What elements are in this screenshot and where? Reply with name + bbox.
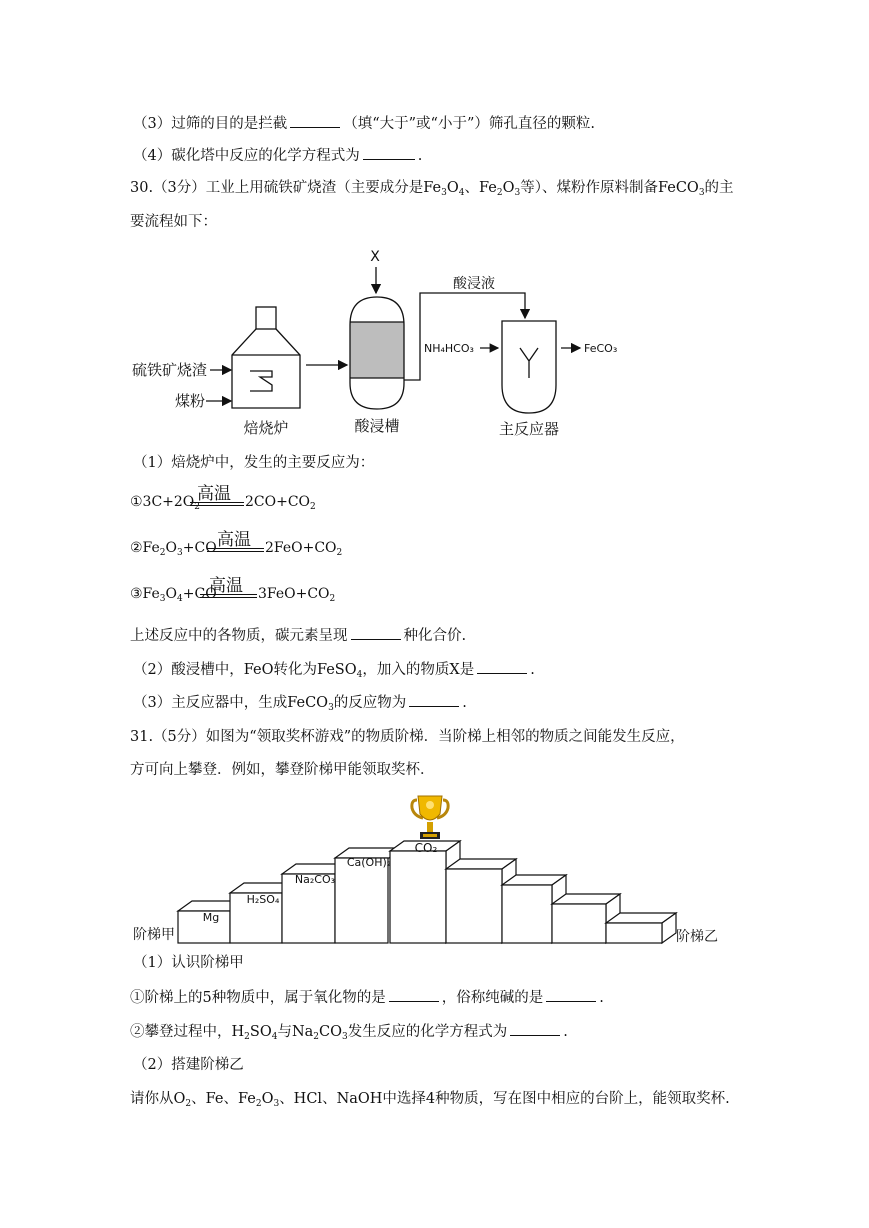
q31-intro-line1: 31.（5分）如图为“领取奖杯游戏”的物质阶梯．当阶梯上相邻的物质之间能发生反应，	[130, 729, 685, 745]
step-na2co3-label: Na₂CO₃	[294, 873, 336, 886]
q30-part2: （2）酸浸槽中，FeO转化为FeSO$_4$，加入的物质X是 .	[133, 659, 535, 680]
step-co2-label: CO₂	[414, 841, 438, 855]
reaction-3-condition: 高温	[209, 576, 243, 596]
step-5-front	[390, 851, 446, 943]
step-r3-front	[552, 904, 606, 943]
reactor-stirrer	[520, 348, 538, 378]
acid-leaching-tank	[350, 297, 404, 409]
reaction-2-condition: 高温	[217, 530, 251, 550]
reaction-1-equals	[190, 502, 244, 506]
q31-part1: （1）认识阶梯甲	[133, 955, 244, 971]
trophy-icon	[412, 796, 448, 839]
reaction-2-right: $2FeO+CO_2$	[265, 540, 343, 558]
q30-intro-line1: 30.（3分）工业上用硫铁矿烧渣（主要成分是$Fe_3O_4$、$Fe_2O_3$等）、煤粉作原料制备FeCO$_3$的主	[130, 180, 734, 198]
q31-q1: ①阶梯上的5种物质中，属于氧化物的是 ，俗称纯碱的是 .	[130, 987, 604, 1008]
q30-part1: （1）焙烧炉中，发生的主要反应为：	[133, 455, 375, 471]
input-coal-label: 煤粉	[175, 392, 206, 410]
reaction-1-condition: 高温	[197, 484, 231, 504]
step-4-front	[335, 858, 388, 943]
nh4hco3-label: NH₄HCO₃	[424, 342, 474, 355]
answer-blank[interactable]	[546, 987, 596, 1002]
q31-q2: ②攀登过程中，$H_2SO_4$与$Na_2CO_3$发生反应的化学方程式为 .	[130, 1021, 568, 1042]
step-r2-front	[502, 885, 552, 943]
tank-label: 酸浸槽	[354, 417, 400, 435]
q30-part3: （3）主反应器中，生成FeCO$_3$的反应物为 .	[133, 692, 467, 713]
q31-instruction: 请你从$O_2$、Fe、$Fe_2O_3$、HCl、NaOH中选择4种物质，写在图中相应的台阶上，能领取奖杯.	[130, 1091, 730, 1109]
answer-blank[interactable]	[351, 625, 401, 640]
process-flow-diagram	[128, 245, 648, 445]
reaction-3-right: $3FeO+CO_2$	[258, 586, 336, 604]
stair-b-label: 阶梯乙	[676, 929, 718, 945]
answer-blank[interactable]	[409, 692, 459, 707]
step-mg-label: Mg	[202, 911, 220, 924]
furnace-label: 焙烧炉	[243, 419, 289, 437]
reaction-3-equals	[200, 594, 257, 598]
reactor-label: 主反应器	[498, 420, 560, 438]
step-h2so4-label: H₂SO₄	[246, 893, 280, 906]
step-r4-front	[606, 923, 662, 943]
q31-part2: （2）搭建阶梯乙	[133, 1057, 244, 1073]
staircase-diagram	[128, 790, 728, 950]
reaction-2-left: $②Fe_2O_3+CO$	[130, 540, 217, 558]
answer-blank[interactable]	[389, 987, 439, 1002]
step-r1-front	[446, 869, 502, 943]
q29-part4: （4）碳化塔中反应的化学方程式为 .	[133, 145, 422, 166]
answer-blank[interactable]	[477, 659, 527, 674]
input-cinder-label: 硫铁矿烧渣	[132, 361, 208, 379]
acid-liquid-label: 酸浸液	[453, 276, 495, 292]
reagent-x-label: X	[370, 249, 380, 265]
reaction-1-right: $2CO+CO_2$	[245, 494, 316, 512]
reaction-3-left: $③Fe_3O_4+CO$	[130, 586, 217, 604]
feco3-product-label: FeCO₃	[584, 342, 618, 355]
q31-intro-line2: 方可向上攀登．例如，攀登阶梯甲能领取奖杯．	[130, 762, 435, 778]
answer-blank[interactable]	[363, 145, 415, 160]
q30-intro-line2: 要流程如下：	[130, 214, 217, 230]
stair-a-label: 阶梯甲	[133, 927, 175, 943]
answer-blank[interactable]	[290, 113, 340, 128]
roasting-furnace	[232, 307, 300, 408]
step-caoh2-label: Ca(OH)₂	[346, 856, 392, 869]
answer-blank[interactable]	[510, 1021, 560, 1036]
acid-liquid-pipe	[404, 293, 525, 380]
q29-part3: （3）过筛的目的是拦截 （填“大于”或“小于”）筛孔直径的颗粒.	[133, 113, 595, 134]
q30-valence-question: 上述反应中的各物质，碳元素呈现 种化合价.	[130, 625, 466, 646]
reaction-1-left: $①3C+2O_2$	[130, 494, 201, 512]
reaction-2-equals	[207, 548, 264, 552]
